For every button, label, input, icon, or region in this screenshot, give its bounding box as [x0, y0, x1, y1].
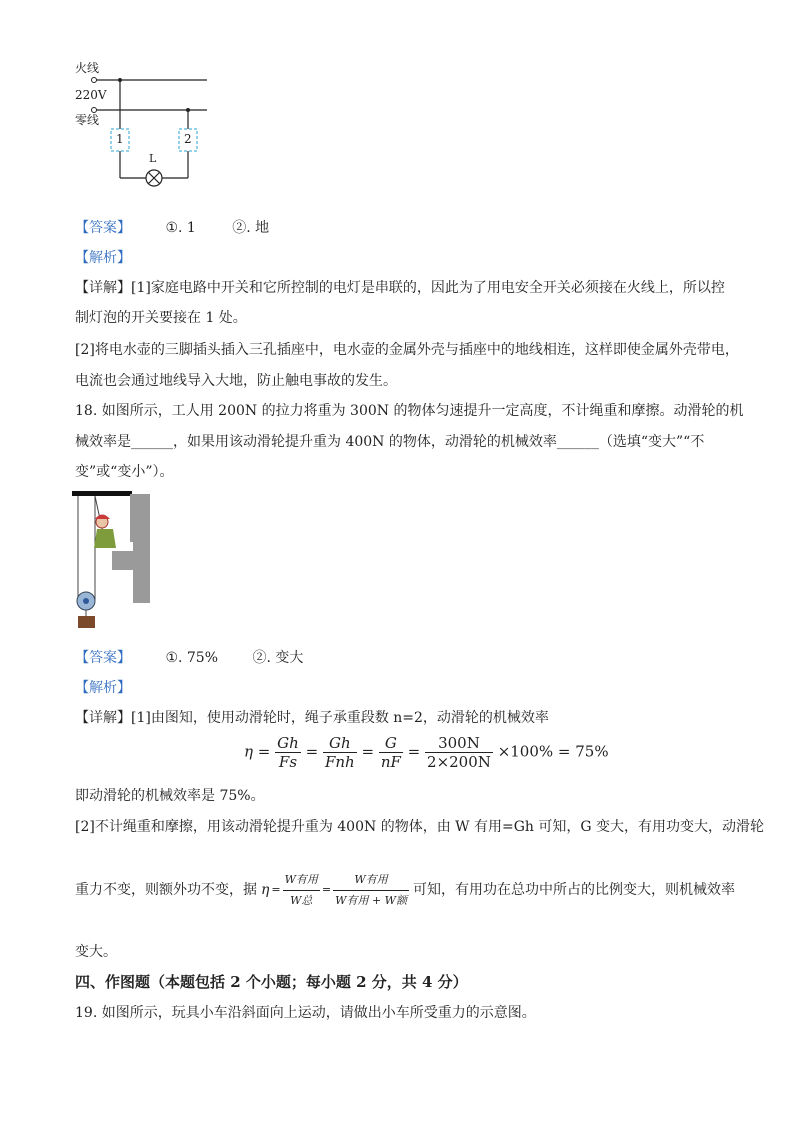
numerator: W有用: [283, 870, 320, 891]
pulley-diagram: [70, 488, 155, 633]
answer-tag: 【答案】: [75, 220, 131, 236]
answer-1: ①. 75%: [165, 650, 219, 666]
equals-sign: =: [305, 742, 319, 761]
equals-sign: =: [271, 883, 281, 896]
fraction-g-nf: [379, 734, 403, 771]
efficiency-formula: [244, 734, 609, 771]
answer-1: ①. 1: [165, 220, 196, 236]
fraction-gh-fnh: [323, 734, 357, 771]
voltage-label: 220V: [75, 88, 107, 102]
numerator: Gh: [277, 734, 299, 752]
q17-analysis-tag: 【解析】: [75, 250, 131, 266]
q18-detail-line-3: [2]不计绳重和摩擦，用该动滑轮提升重为 400N 的物体，由 W 有用=Gh 可知，G 变大，有用功变大，动滑轮: [75, 819, 765, 835]
denominator: nF: [380, 753, 401, 771]
answer-2: ②. 变大: [252, 650, 304, 666]
q17-detail-line-2: 制灯泡的开关要接在 1 处。: [75, 310, 247, 326]
q19-stem: 19. 如图所示，玩具小车沿斜面向上运动，请做出小车所受重力的示意图。: [75, 1005, 536, 1021]
pulley-svg: [70, 488, 155, 633]
q18-analysis-tag: 【解析】: [75, 680, 131, 696]
numerator: G: [379, 734, 403, 753]
q18-detail-line-5: 变大。: [75, 944, 117, 960]
detail-line-4-pre: 重力不变，则额外功不变，据: [75, 882, 257, 898]
numerator: Gh: [323, 734, 357, 753]
equals-sign: =: [361, 742, 375, 761]
equals-sign: =: [257, 742, 271, 761]
box-2-label: 2: [184, 132, 192, 146]
answer-2: ②. 地: [232, 220, 270, 236]
eta-symbol: η: [244, 742, 253, 761]
answer-tag: 【答案】: [75, 650, 131, 666]
denominator: 2×200N: [427, 753, 491, 771]
denominator: W有用 + W额: [335, 893, 407, 907]
fraction-gh-fs: [275, 734, 301, 771]
q18-stem-line-1: 18. 如图所示，工人用 200N 的拉力将重为 300N 的物体匀速提升一定高度，不计绳重和摩擦。动滑轮的机: [75, 403, 744, 419]
denominator: W总: [290, 893, 313, 907]
denominator: Fnh: [324, 753, 355, 771]
q17-detail-line-3: [2]将电水壶的三脚插头插入三孔插座中，电水壶的金属外壳与插座中的地线相连，这样即使金属外壳带电，: [75, 342, 739, 358]
q17-answer-row: [75, 218, 269, 238]
fraction-useful-sum: [333, 870, 409, 911]
section-4-heading: 四、作图题（本题包括 2 个小题；每小题 2 分，共 4 分）: [75, 973, 468, 991]
detail-line-4-post: 可知，有用功在总功中所占的比例变大，则机械效率: [412, 882, 735, 898]
circuit-diagram: [70, 55, 220, 195]
q18-detail-line-4: [75, 868, 735, 912]
q17-detail-line-1: 【详解】[1]家庭电路中开关和它所控制的电灯是串联的，因此为了用电安全开关必须接在火线上，所以控: [75, 280, 725, 296]
q18-detail-line-1: 【详解】[1]由图知，使用动滑轮时，绳子承重段数 n=2，动滑轮的机械效率: [75, 710, 549, 726]
lamp-label: L: [149, 152, 157, 165]
q17-detail-line-4: 电流也会通过地线导入大地，防止触电事故的发生。: [75, 373, 397, 389]
eta-symbol: η: [261, 882, 270, 898]
fraction-useful-total: [283, 870, 320, 911]
formula-tail: ×100% = 75%: [497, 742, 609, 761]
efficiency-formula-2: [261, 870, 409, 911]
numerator: W有用: [333, 870, 409, 891]
box-1-label: 1: [116, 132, 124, 146]
equals-sign: =: [407, 742, 421, 761]
q18-stem-line-2: 械效率是______，如果用该动滑轮提升重为 400N 的物体，动滑轮的机械效率______（选填“变大”“不: [75, 434, 705, 450]
neutral-wire-label: 零线: [75, 113, 100, 127]
q18-detail-line-2: 即动滑轮的机械效率是 75%。: [75, 788, 265, 804]
q18-answer-row: [75, 648, 303, 668]
q18-stem-line-3: 变”或“变小”）。: [75, 464, 174, 480]
equals-sign: =: [321, 883, 332, 896]
denominator: Fs: [278, 753, 298, 771]
numerator: 300N: [425, 734, 493, 753]
fraction-values: [425, 734, 493, 771]
live-wire-label: 火线: [75, 61, 100, 75]
